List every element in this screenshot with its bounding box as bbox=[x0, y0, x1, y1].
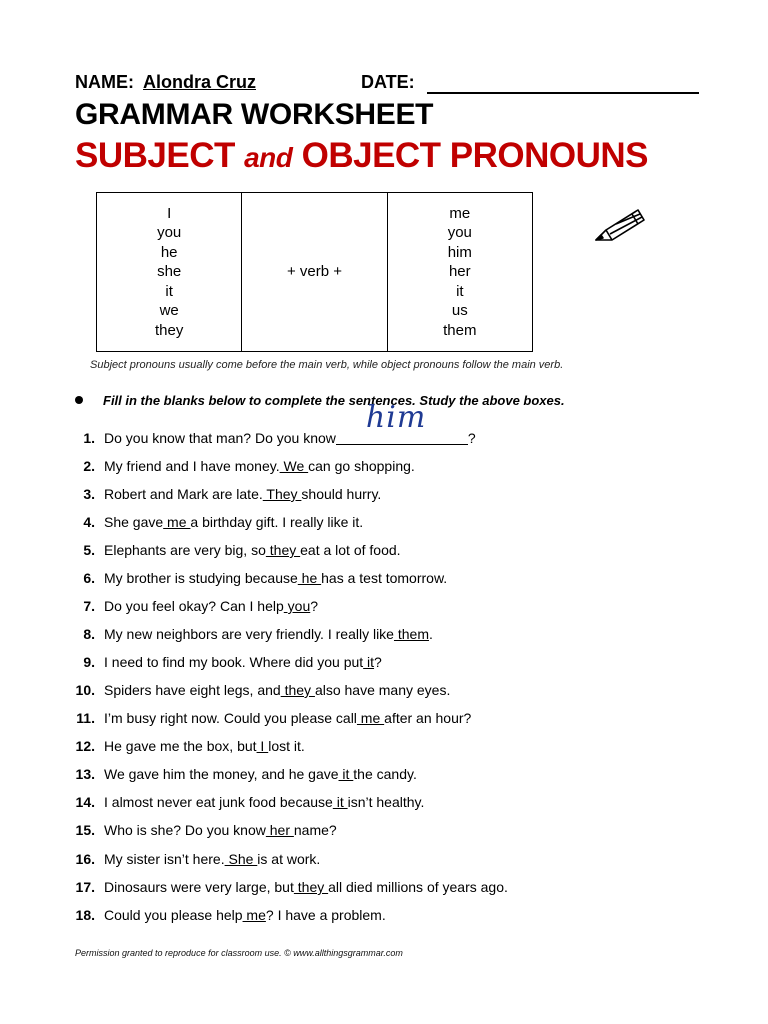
question-number: 14. bbox=[75, 794, 95, 810]
question-text-end: ? I have a problem. bbox=[265, 907, 386, 923]
answer-blank[interactable]: it bbox=[338, 766, 354, 782]
subject-pronoun: she bbox=[157, 263, 182, 281]
question-text-end: all died millions of years ago. bbox=[328, 879, 508, 895]
question-5 bbox=[68, 540, 401, 560]
answer-blank[interactable]: me bbox=[356, 710, 385, 726]
object-pronoun: it bbox=[456, 282, 464, 300]
question-13 bbox=[68, 764, 417, 784]
answer-blank[interactable]: me bbox=[163, 514, 191, 530]
question-2 bbox=[68, 456, 415, 476]
question-text: My friend and I have money. bbox=[104, 458, 280, 474]
question-text: Robert and Mark are late. bbox=[104, 486, 263, 502]
instruction bbox=[75, 393, 565, 408]
subject-pronoun: it bbox=[165, 282, 173, 300]
object-pronoun-cell bbox=[387, 193, 532, 352]
handwritten-answer: him bbox=[365, 400, 427, 435]
question-text-end: . bbox=[428, 626, 433, 642]
question-8 bbox=[68, 624, 433, 644]
question-number: 17. bbox=[75, 879, 95, 895]
answer-blank[interactable]: her bbox=[265, 822, 294, 838]
question-number: 8. bbox=[83, 626, 95, 642]
question-text: Elephants are very big, so bbox=[104, 542, 266, 558]
question-6 bbox=[68, 568, 447, 588]
question-number: 5. bbox=[83, 542, 95, 558]
answer-blank[interactable]: We bbox=[279, 458, 309, 474]
question-18 bbox=[68, 905, 386, 925]
name-label: NAME: bbox=[75, 72, 134, 92]
answer-blank[interactable]: They bbox=[262, 486, 302, 502]
question-11 bbox=[68, 708, 471, 728]
question-text: Dinosaurs were very large, but bbox=[104, 879, 294, 895]
question-text: We gave him the money, and he gave bbox=[104, 766, 339, 782]
question-text-end: is at work. bbox=[257, 851, 321, 867]
question-text-end: should hurry. bbox=[301, 486, 382, 502]
question-text-end: ? bbox=[467, 430, 476, 446]
question-number: 1. bbox=[83, 430, 95, 446]
pronoun-table bbox=[96, 192, 533, 352]
question-text: My brother is studying because bbox=[104, 570, 298, 586]
question-number: 9. bbox=[83, 654, 95, 670]
question-text: He gave me the box, but bbox=[104, 738, 257, 754]
question-text-end: name? bbox=[293, 822, 337, 838]
question-text: I’m busy right now. Could you please call bbox=[104, 710, 357, 726]
question-text-end: ? bbox=[310, 598, 319, 614]
verb-cell: + verb + bbox=[242, 193, 387, 352]
object-pronoun: them bbox=[443, 321, 477, 339]
subject-pronoun: he bbox=[160, 243, 178, 261]
question-12 bbox=[68, 736, 305, 756]
answer-blank[interactable]: he bbox=[297, 570, 322, 586]
question-text-end: after an hour? bbox=[384, 710, 472, 726]
date-blank[interactable] bbox=[427, 92, 699, 94]
header-line bbox=[75, 72, 705, 96]
date-label: DATE: bbox=[361, 72, 415, 92]
subtitle-object-pronouns: OBJECT PRONOUNS bbox=[292, 136, 649, 175]
subject-pronoun: they bbox=[154, 321, 184, 339]
pencil-icon bbox=[592, 204, 648, 244]
question-14 bbox=[68, 792, 424, 812]
question-text: I need to find my book. Where did you put bbox=[104, 654, 364, 670]
pronoun-note: Subject pronouns usually come before the main verb, while object pronouns follow the main verb. bbox=[90, 359, 564, 371]
answer-blank[interactable]: it bbox=[363, 654, 375, 670]
answer-blank[interactable] bbox=[336, 400, 468, 445]
question-number: 7. bbox=[83, 598, 95, 614]
question-text-end: can go shopping. bbox=[308, 458, 415, 474]
question-text-end: also have many eyes. bbox=[314, 682, 451, 698]
question-number: 6. bbox=[83, 570, 95, 586]
question-number: 15. bbox=[75, 822, 95, 838]
question-text: I almost never eat junk food because bbox=[104, 794, 333, 810]
question-text-end: isn’t healthy. bbox=[347, 794, 425, 810]
question-number: 4. bbox=[83, 514, 95, 530]
bullet-icon bbox=[75, 396, 83, 404]
question-3 bbox=[68, 484, 381, 504]
subject-pronoun: we bbox=[159, 302, 179, 320]
question-text: Could you please help bbox=[104, 907, 243, 923]
question-number: 16. bbox=[75, 851, 95, 867]
answer-blank[interactable]: it bbox=[332, 794, 348, 810]
answer-blank[interactable]: they bbox=[293, 879, 329, 895]
object-pronoun: us bbox=[451, 302, 468, 320]
question-text: Spiders have eight legs, and bbox=[104, 682, 281, 698]
question-7 bbox=[68, 596, 318, 616]
subject-pronoun: you bbox=[157, 224, 182, 242]
question-16 bbox=[68, 849, 320, 869]
worksheet-title: GRAMMAR WORKSHEET bbox=[75, 98, 434, 131]
question-text: She gave bbox=[104, 514, 164, 530]
question-9 bbox=[68, 652, 382, 672]
question-number: 10. bbox=[75, 682, 95, 698]
question-text: Do you know that man? Do you know bbox=[104, 430, 336, 446]
question-text-end: lost it. bbox=[268, 738, 305, 754]
answer-blank[interactable]: them bbox=[393, 626, 429, 642]
question-15 bbox=[68, 820, 337, 840]
question-text-end: ? bbox=[374, 654, 382, 670]
object-pronoun: him bbox=[447, 243, 472, 261]
subject-pronoun: I bbox=[167, 204, 172, 222]
answer-blank[interactable]: you bbox=[283, 598, 311, 614]
object-pronoun: you bbox=[447, 224, 472, 242]
subtitle-subject: SUBJECT bbox=[75, 136, 245, 175]
subtitle-and: and bbox=[244, 142, 293, 173]
name-value: Alondra Cruz bbox=[143, 72, 257, 92]
object-pronoun: me bbox=[449, 204, 471, 222]
question-1 bbox=[68, 400, 476, 448]
question-number: 3. bbox=[83, 486, 95, 502]
question-number: 12. bbox=[75, 738, 95, 754]
worksheet-subtitle bbox=[75, 136, 648, 176]
subject-pronoun-cell bbox=[97, 193, 242, 352]
question-number: 2. bbox=[83, 458, 95, 474]
question-text-end: the candy. bbox=[353, 766, 417, 782]
answer-blank[interactable]: me bbox=[242, 907, 266, 923]
question-number: 18. bbox=[75, 907, 95, 923]
question-text-end: has a test tomorrow. bbox=[321, 570, 448, 586]
question-text-end: eat a lot of food. bbox=[300, 542, 401, 558]
question-17 bbox=[68, 877, 508, 897]
question-text: Who is she? Do you know bbox=[104, 822, 266, 838]
footer-permission: Permission granted to reproduce for classroom use. © www.allthingsgrammar.com bbox=[75, 948, 403, 958]
object-pronoun: her bbox=[448, 263, 471, 281]
question-4 bbox=[68, 512, 363, 532]
answer-blank[interactable]: they bbox=[265, 542, 301, 558]
question-text: My new neighbors are very friendly. I really like bbox=[104, 626, 394, 642]
question-text: Do you feel okay? Can I help bbox=[104, 598, 284, 614]
question-number: 11. bbox=[76, 710, 95, 726]
answer-blank[interactable]: they bbox=[280, 682, 315, 698]
answer-blank[interactable]: She bbox=[224, 851, 258, 867]
answer-blank[interactable]: I bbox=[256, 738, 269, 754]
question-text-end: a birthday gift. I really like it. bbox=[190, 514, 364, 530]
question-number: 13. bbox=[75, 766, 95, 782]
instruction-text: Fill in the blanks below to complete the sentences. Study the above boxes. bbox=[103, 393, 565, 408]
question-10 bbox=[68, 680, 450, 700]
question-text: My sister isn’t here. bbox=[104, 851, 225, 867]
